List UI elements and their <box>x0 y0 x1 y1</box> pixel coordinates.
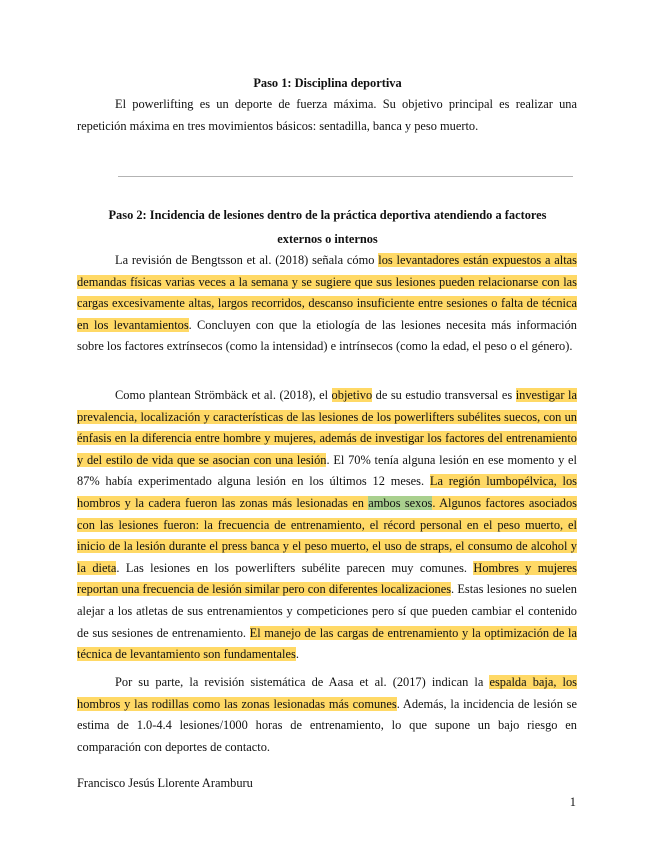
text-run: Por su parte, la revisión sistemática de Aasa et al. (2017) indican la <box>115 675 490 689</box>
highlighted-text: objetivo <box>331 388 373 402</box>
text-run: La revisión de Bengtsson et al. (2018) señala cómo <box>115 253 379 267</box>
highlighted-text: . Algunos factores asociados con las lesiones fueron: la frecuencia de entrenamiento, el récord personal en el peso muerto, el inicio de la lesión durante el press banca y el peso muerto, el uso de straps, el consumo de alcohol y la dieta <box>77 495 577 575</box>
text-run: . El 70% tenía alguna lesión en ese momento y el 87% había experimentado alguna lesión en los últimos 12 meses. <box>77 452 577 489</box>
highlighted-text: Hombres y mujeres reportan una frecuencia de lesión similar pero con diferentes localizaciones <box>77 560 577 597</box>
text-run: . <box>295 647 299 662</box>
highlighted-text: investigar la prevalencia, localización y características de las lesiones de los powerlifters subélites suecos, con un énfasis en la diferencia entre hombre y mujeres, además de investigar los factores del entrenamiento y del estilo de vida que se asocian con una lesión <box>77 388 577 467</box>
highlighted-text-green: ambos sexos <box>368 495 433 510</box>
text-run: de su estudio transversal es <box>372 388 516 402</box>
text-run: . Además, la incidencia de lesión se estima de 1.0-4.4 lesiones/1000 horas de entrenamiento, lo que supone un bajo riesgo en comparación con deportes de contacto. <box>77 696 578 754</box>
text-run: . Concluyen con que la etiología de las lesiones necesita más información sobre los factores extrínsecos (como la intensidad) e intrínsecos (como la edad, el peso o el género). <box>77 317 577 354</box>
highlighted-text: La región lumbopélvica, los hombros y la cadera fueron las zonas más lesionadas en <box>77 474 578 510</box>
paragraph-aasa <box>77 672 577 758</box>
section1-paragraph: El powerlifting es un deporte de fuerza máxima. Su objetivo principal es realizar una repetición máxima en tres movimientos básicos: sentadilla, banca y peso muerto. <box>77 97 577 133</box>
text-run: Como plantean Strömbäck et al. (2018), el <box>115 388 332 402</box>
page-number: 1 <box>569 795 576 809</box>
section2-heading-line1: Paso 2: Incidencia de lesiones dentro de la práctica deportiva atendiendo a factores <box>108 208 547 222</box>
section1-heading: Paso 1: Disciplina deportiva <box>253 76 402 90</box>
horizontal-divider <box>118 176 573 177</box>
highlighted-text: los levantadores están expuestos a altas demandas físicas varias veces a la semana y se sugiere que sus lesiones pueden relacionarse con las cargas excesivamente altas, largos recorridos, descanso insuficiente entre sesiones o falta de técnica en los levantamientos <box>77 253 578 332</box>
paragraph-bengtsson <box>77 250 577 358</box>
text-run: . Estas lesiones no suelen alejar a los atletas de sus entrenamientos y competiciones pero sí que pueden cambiar el contenido de sus sesiones de entrenamiento. <box>77 582 577 640</box>
highlighted-text: espalda baja, los hombros y las rodillas como las zonas lesionadas más comunes <box>77 675 577 711</box>
highlighted-text: El manejo de las cargas de entrenamiento y la optimización de la técnica de levantamiento son fundamentales <box>77 625 577 662</box>
footer-author: Francisco Jesús Llorente Aramburu <box>77 776 253 790</box>
paragraph-stromback <box>77 385 577 666</box>
text-run: . Las lesiones en los powerlifters subélite parecen muy comunes. <box>116 560 474 575</box>
section2-heading-line2: externos o internos <box>277 232 378 246</box>
